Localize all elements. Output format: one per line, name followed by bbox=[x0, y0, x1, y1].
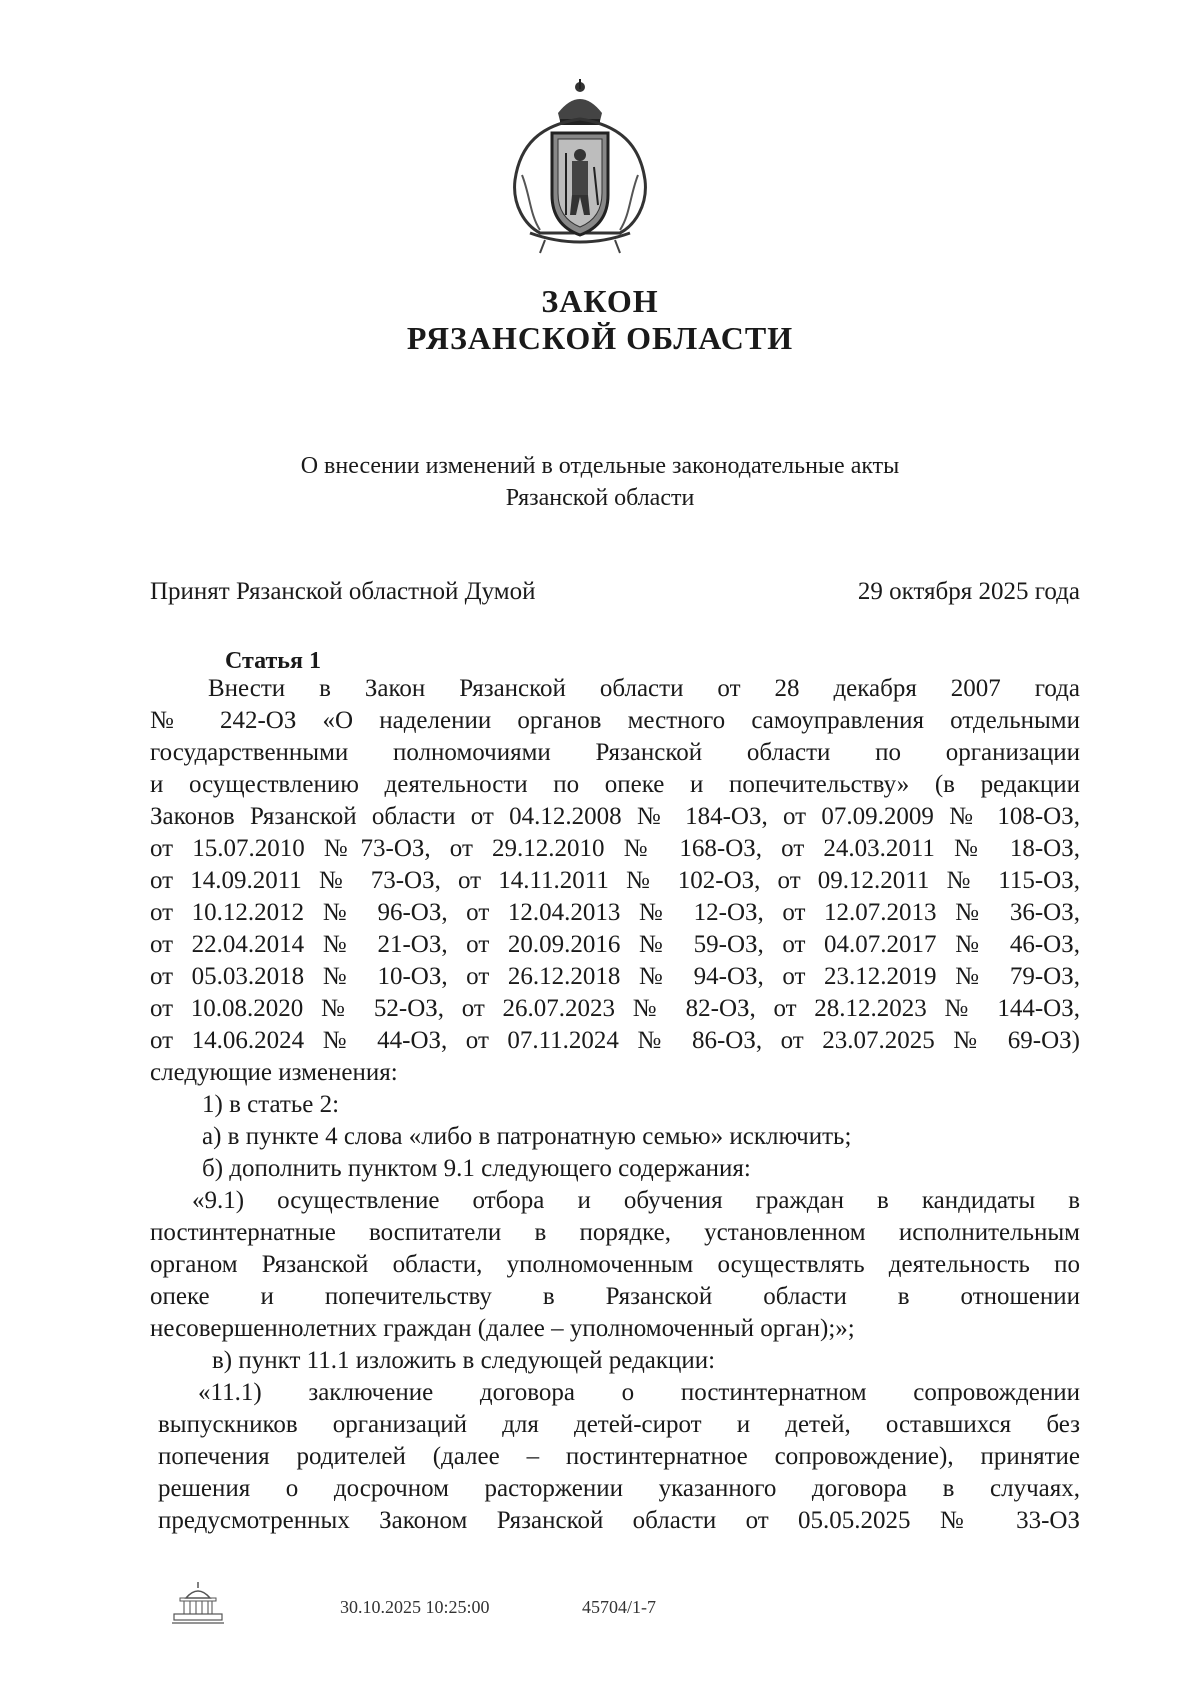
article-heading: Статья 1 bbox=[225, 648, 321, 674]
body-line: Внести в Закон Рязанской области от 28 декабря 2007 года bbox=[208, 675, 1080, 702]
duma-building-stamp-icon bbox=[168, 1578, 228, 1626]
body-line: от 14.09.2011 № 73-ОЗ, от 14.11.2011 № 102-ОЗ, от 09.12.2011 № 115-ОЗ, bbox=[150, 867, 1080, 894]
footer-datetime: 30.10.2025 10:25:00 bbox=[340, 1597, 490, 1617]
body-line: государственными полномочиями Рязанской области по организации bbox=[150, 739, 1080, 766]
quote-line: постинтернатные воспитатели в порядке, установленном исполнительным bbox=[150, 1219, 1080, 1246]
body-line: и осуществлению деятельности по опеке и попечительству» (в редакции bbox=[150, 771, 1080, 798]
adopted-by: Принят Рязанской областной Думой bbox=[150, 578, 536, 605]
quote-line: попечения родителей (далее – постинтернатное сопровождение), принятие bbox=[158, 1443, 1080, 1470]
footer-doc-number: 45704/1-7 bbox=[582, 1597, 656, 1617]
quote-line: выпускников организаций для детей-сирот и детей, оставшихся без bbox=[158, 1411, 1080, 1438]
adoption-date: 29 октября 2025 года bbox=[857, 578, 1080, 605]
list-item: а) в пункте 4 слова «либо в патронатную семью» исключить; bbox=[202, 1123, 852, 1150]
region-title: РЯЗАНСКОЙ ОБЛАСТИ bbox=[406, 320, 794, 356]
body-line: следующие изменения: bbox=[150, 1059, 398, 1086]
law-subject-line2: Рязанской области bbox=[505, 485, 695, 511]
body-line: Законов Рязанской области от 04.12.2008 № 184-ОЗ, от 07.09.2009 № 108-ОЗ, bbox=[150, 803, 1080, 830]
ryazan-coat-of-arms-icon bbox=[500, 75, 660, 255]
list-item: в) пункт 11.1 изложить в следующей редакции: bbox=[212, 1347, 716, 1374]
quote-line: решения о досрочном расторжении указанного договора в случаях, bbox=[158, 1475, 1080, 1502]
quote-line: органом Рязанской области, уполномоченным осуществлять деятельность по bbox=[150, 1251, 1080, 1278]
body-line: от 10.12.2012 № 96-ОЗ, от 12.04.2013 № 12-ОЗ, от 12.07.2013 № 36-ОЗ, bbox=[150, 899, 1080, 926]
body-line: от 14.06.2024 № 44-ОЗ, от 07.11.2024 № 86-ОЗ, от 23.07.2025 № 69-ОЗ) bbox=[150, 1027, 1080, 1054]
quote-line: «11.1) заключение договора о постинтернатном сопровождении bbox=[198, 1379, 1080, 1406]
quote-line: «9.1) осуществление отбора и обучения граждан в кандидаты в bbox=[192, 1187, 1080, 1214]
list-item: 1) в статье 2: bbox=[202, 1091, 340, 1118]
quote-line: несовершеннолетних граждан (далее – уполномоченный орган);»; bbox=[150, 1315, 855, 1342]
law-title: ЗАКОН bbox=[541, 283, 659, 319]
body-line: от 15.07.2010 №73-ОЗ, от 29.12.2010 № 168-ОЗ, от 24.03.2011 № 18-ОЗ, bbox=[150, 835, 1080, 862]
body-line: № 242-ОЗ «О наделении органов местного самоуправления отдельными bbox=[150, 707, 1080, 734]
law-subject-line1: О внесении изменений в отдельные законодательные акты bbox=[300, 453, 900, 479]
quote-line: опеке и попечительству в Рязанской области в отношении bbox=[150, 1283, 1080, 1310]
body-line: от 10.08.2020 № 52-ОЗ, от 26.07.2023 № 82-ОЗ, от 28.12.2023 № 144-ОЗ, bbox=[150, 995, 1080, 1022]
body-line: от 22.04.2014 № 21-ОЗ, от 20.09.2016 № 59-ОЗ, от 04.07.2017 № 46-ОЗ, bbox=[150, 931, 1080, 958]
body-line: от 05.03.2018 № 10-ОЗ, от 26.12.2018 № 94-ОЗ, от 23.12.2019 № 79-ОЗ, bbox=[150, 963, 1080, 990]
quote-line: предусмотренных Законом Рязанской области от 05.05.2025 № 33-ОЗ bbox=[158, 1507, 1080, 1534]
article-body bbox=[150, 673, 1080, 1537]
list-item: б) дополнить пунктом 9.1 следующего содержания: bbox=[202, 1155, 751, 1182]
